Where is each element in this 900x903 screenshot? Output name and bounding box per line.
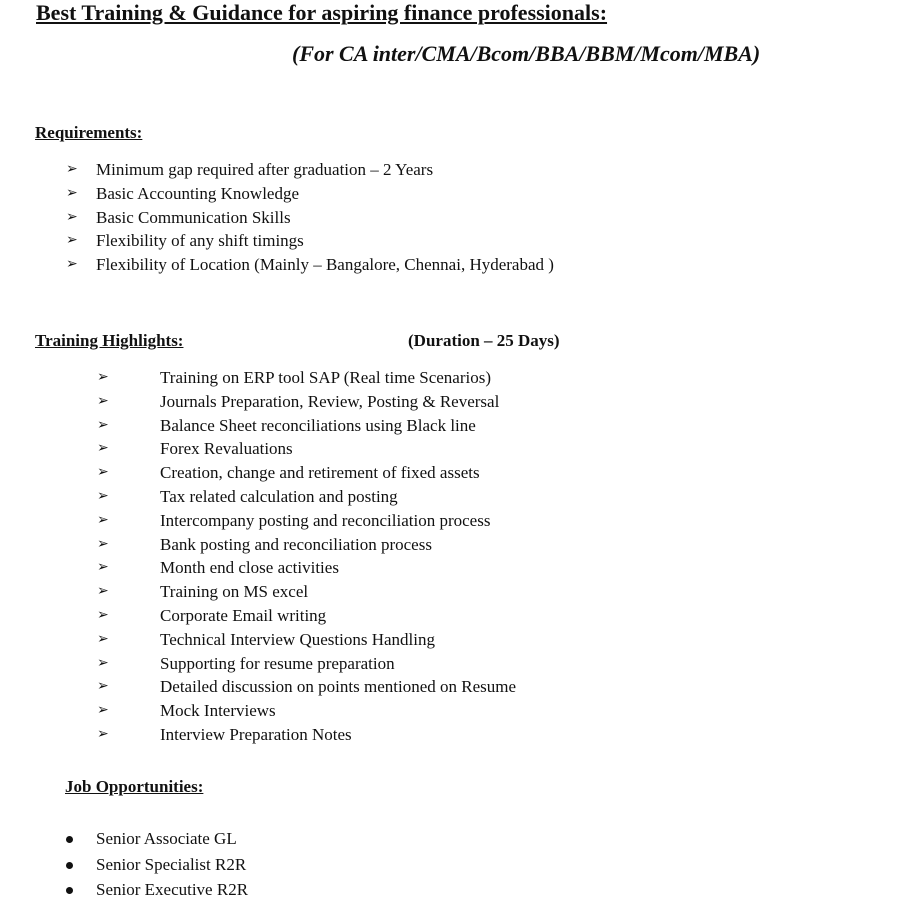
job-opportunities-heading: Job Opportunities:: [65, 777, 204, 796]
arrow-bullet-icon: ➢: [97, 726, 109, 742]
requirements-heading: Requirements:: [35, 123, 143, 142]
arrow-bullet-icon: ➢: [97, 441, 109, 457]
list-item-text: Flexibility of any shift timings: [96, 231, 304, 251]
list-item-text: Tax related calculation and posting: [160, 486, 398, 506]
arrow-bullet-icon: ➢: [97, 631, 109, 647]
list-item-text: Interview Preparation Notes: [160, 724, 352, 744]
page-subtitle: (For CA inter/CMA/Bcom/BBA/BBM/Mcom/MBA): [292, 41, 761, 66]
bullet-dot-icon: [66, 862, 73, 869]
list-item-text: Bank posting and reconciliation process: [160, 534, 432, 554]
arrow-bullet-icon: ➢: [97, 584, 109, 600]
bullet-dot-icon: [66, 836, 73, 843]
arrow-bullet-icon: ➢: [97, 655, 109, 671]
arrow-bullet-icon: ➢: [97, 488, 109, 504]
arrow-bullet-icon: ➢: [97, 560, 109, 576]
list-item-text: Training on ERP tool SAP (Real time Scenarios): [160, 368, 492, 387]
list-item-text: Journals Preparation, Review, Posting & Reversal: [160, 391, 500, 411]
list-item-text: Flexibility of Location (Mainly – Bangalore, Chennai, Hyderabad ): [96, 255, 554, 275]
list-item-text: Minimum gap required after graduation – 2 Years: [96, 160, 434, 179]
list-item-text: Senior Associate GL: [96, 829, 237, 848]
list-item-text: Technical Interview Questions Handling: [160, 629, 435, 649]
list-item-text: Detailed discussion on points mentioned on Resume: [160, 677, 517, 697]
arrow-bullet-icon: ➢: [66, 257, 78, 273]
training-duration: (Duration – 25 Days): [408, 331, 560, 350]
list-item-text: Creation, change and retirement of fixed assets: [160, 463, 480, 483]
page-title: Best Training & Guidance for aspiring finance professionals:: [36, 0, 608, 25]
bullet-dot-icon: [66, 887, 73, 894]
arrow-bullet-icon: ➢: [97, 607, 109, 623]
list-item-text: Training on MS excel: [160, 582, 309, 602]
arrow-bullet-icon: ➢: [97, 417, 109, 433]
list-item-text: Basic Communication Skills: [96, 207, 291, 227]
arrow-bullet-icon: ➢: [66, 209, 78, 225]
arrow-bullet-icon: ➢: [97, 679, 109, 695]
list-item-text: Basic Accounting Knowledge: [96, 183, 300, 203]
training-highlights-heading: Training Highlights:: [35, 331, 184, 350]
list-item-text: Supporting for resume preparation: [160, 653, 395, 673]
list-item-text: Month end close activities: [160, 558, 339, 578]
arrow-bullet-icon: ➢: [97, 465, 109, 481]
arrow-bullet-icon: ➢: [97, 703, 109, 719]
arrow-bullet-icon: ➢: [66, 233, 78, 249]
list-item-text: Balance Sheet reconciliations using Black line: [160, 415, 476, 435]
arrow-bullet-icon: ➢: [97, 370, 109, 385]
list-item-text: Senior Specialist R2R: [96, 854, 247, 874]
arrow-bullet-icon: ➢: [97, 393, 109, 409]
list-item-text: Corporate Email writing: [160, 605, 327, 625]
list-item-text: Mock Interviews: [160, 701, 276, 721]
list-item-text: Intercompany posting and reconciliation process: [160, 510, 491, 530]
arrow-bullet-icon: ➢: [97, 512, 109, 528]
list-item-text: Forex Revaluations: [160, 439, 293, 459]
arrow-bullet-icon: ➢: [66, 185, 78, 201]
arrow-bullet-icon: ➢: [97, 536, 109, 552]
arrow-bullet-icon: ➢: [66, 162, 78, 177]
list-item-text: Senior Executive R2R: [96, 880, 249, 899]
